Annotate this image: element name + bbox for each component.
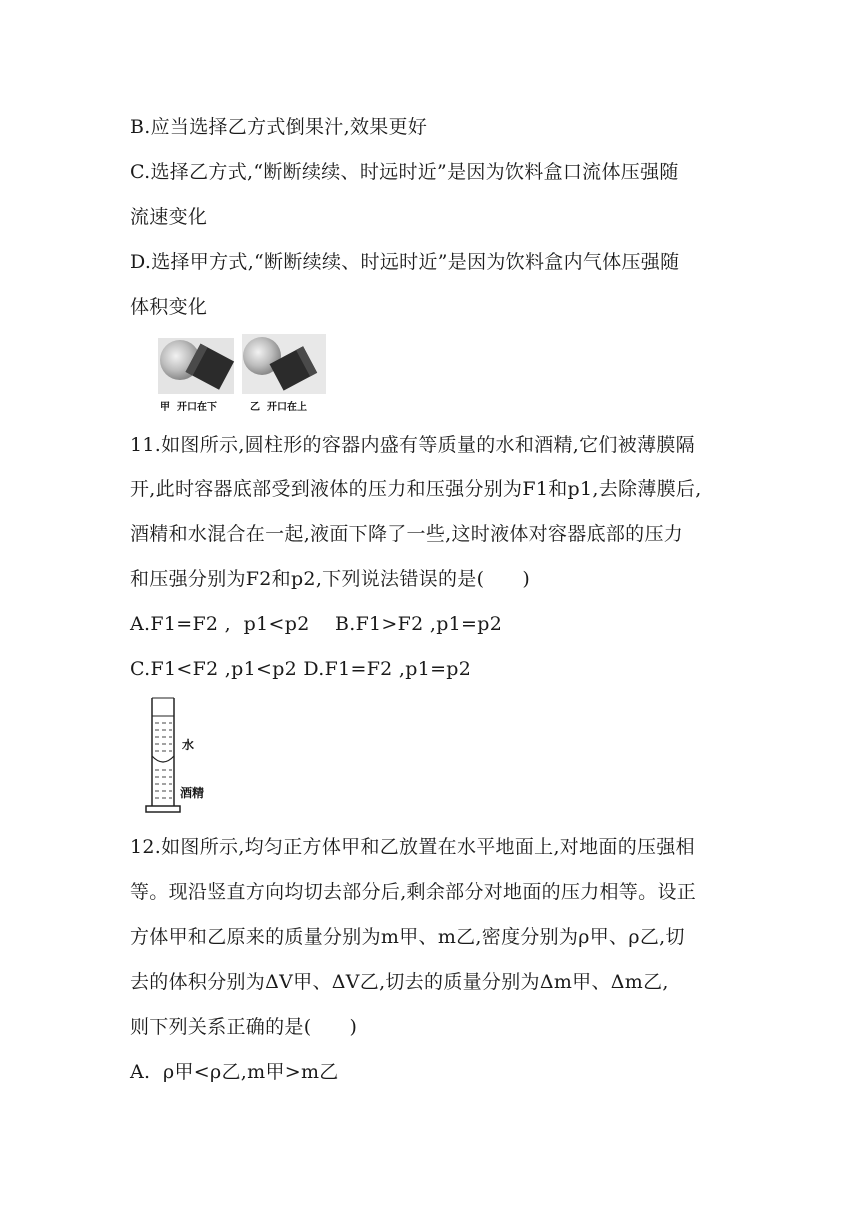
q12-option-a: A. ρ甲<ρ乙,m甲>m乙 bbox=[130, 1061, 339, 1083]
water-layer bbox=[155, 723, 172, 751]
label-water: 水 bbox=[182, 738, 195, 752]
membrane bbox=[152, 756, 174, 762]
caption-jia: 甲 开口在下 bbox=[160, 402, 217, 413]
q11-stem-line1: 11.如图所示,圆柱形的容器内盛有等质量的水和酒精,它们被薄膜隔 bbox=[130, 434, 695, 456]
q11-stem-line4: 和压强分别为F2和p2,下列说法错误的是( ) bbox=[130, 568, 531, 590]
q10-option-d-line1: D.选择甲方式,“断断续续、时远时近”是因为饮料盒内气体压强随 bbox=[130, 251, 680, 273]
alcohol-layer bbox=[155, 770, 172, 798]
q11-stem-line2: 开,此时容器底部受到液体的压力和压强分别为F1和p1,去除薄膜后, bbox=[130, 478, 702, 500]
q12-stem-line2: 等。现沿竖直方向均切去部分后,剩余部分对地面的压力相等。设正 bbox=[130, 881, 697, 903]
label-alcohol: 酒精 bbox=[180, 786, 205, 800]
q10-option-c-line1: C.选择乙方式,“断断续续、时远时近”是因为饮料盒口流体压强随 bbox=[130, 161, 679, 183]
q12-stem-line3: 方体甲和乙原来的质量分别为m甲、m乙,密度分别为ρ甲、ρ乙,切 bbox=[130, 926, 685, 948]
q12-stem-line4: 去的体积分别为ΔV甲、ΔV乙,切去的质量分别为Δm甲、Δm乙, bbox=[130, 971, 669, 993]
q10-option-d-line2: 体积变化 bbox=[130, 296, 208, 318]
juice-box-figure bbox=[158, 334, 328, 414]
juice-box-illustration bbox=[158, 334, 328, 398]
q11-options-line2: C.F1<F2 ,p1<p2 D.F1=F2 ,p1=p2 bbox=[130, 658, 472, 680]
q12-stem-line1: 12.如图所示,均匀正方体甲和乙放置在水平地面上,对地面的压强相 bbox=[130, 836, 695, 858]
q11-options-line1: A.F1=F2 , p1<p2 B.F1>F2 ,p1=p2 bbox=[130, 613, 503, 635]
q11-stem-line3: 酒精和水混合在一起,液面下降了一些,这时液体对容器底部的压力 bbox=[130, 523, 684, 545]
caption-yi: 乙 开口在上 bbox=[250, 402, 307, 413]
q12-stem-line5: 则下列关系正确的是( ) bbox=[130, 1016, 358, 1038]
cylinder-figure bbox=[144, 696, 214, 816]
q10-option-c-line2: 流速变化 bbox=[130, 206, 208, 228]
q10-option-b: B.应当选择乙方式倒果汁,效果更好 bbox=[130, 116, 428, 138]
cylinder-base bbox=[146, 806, 180, 812]
